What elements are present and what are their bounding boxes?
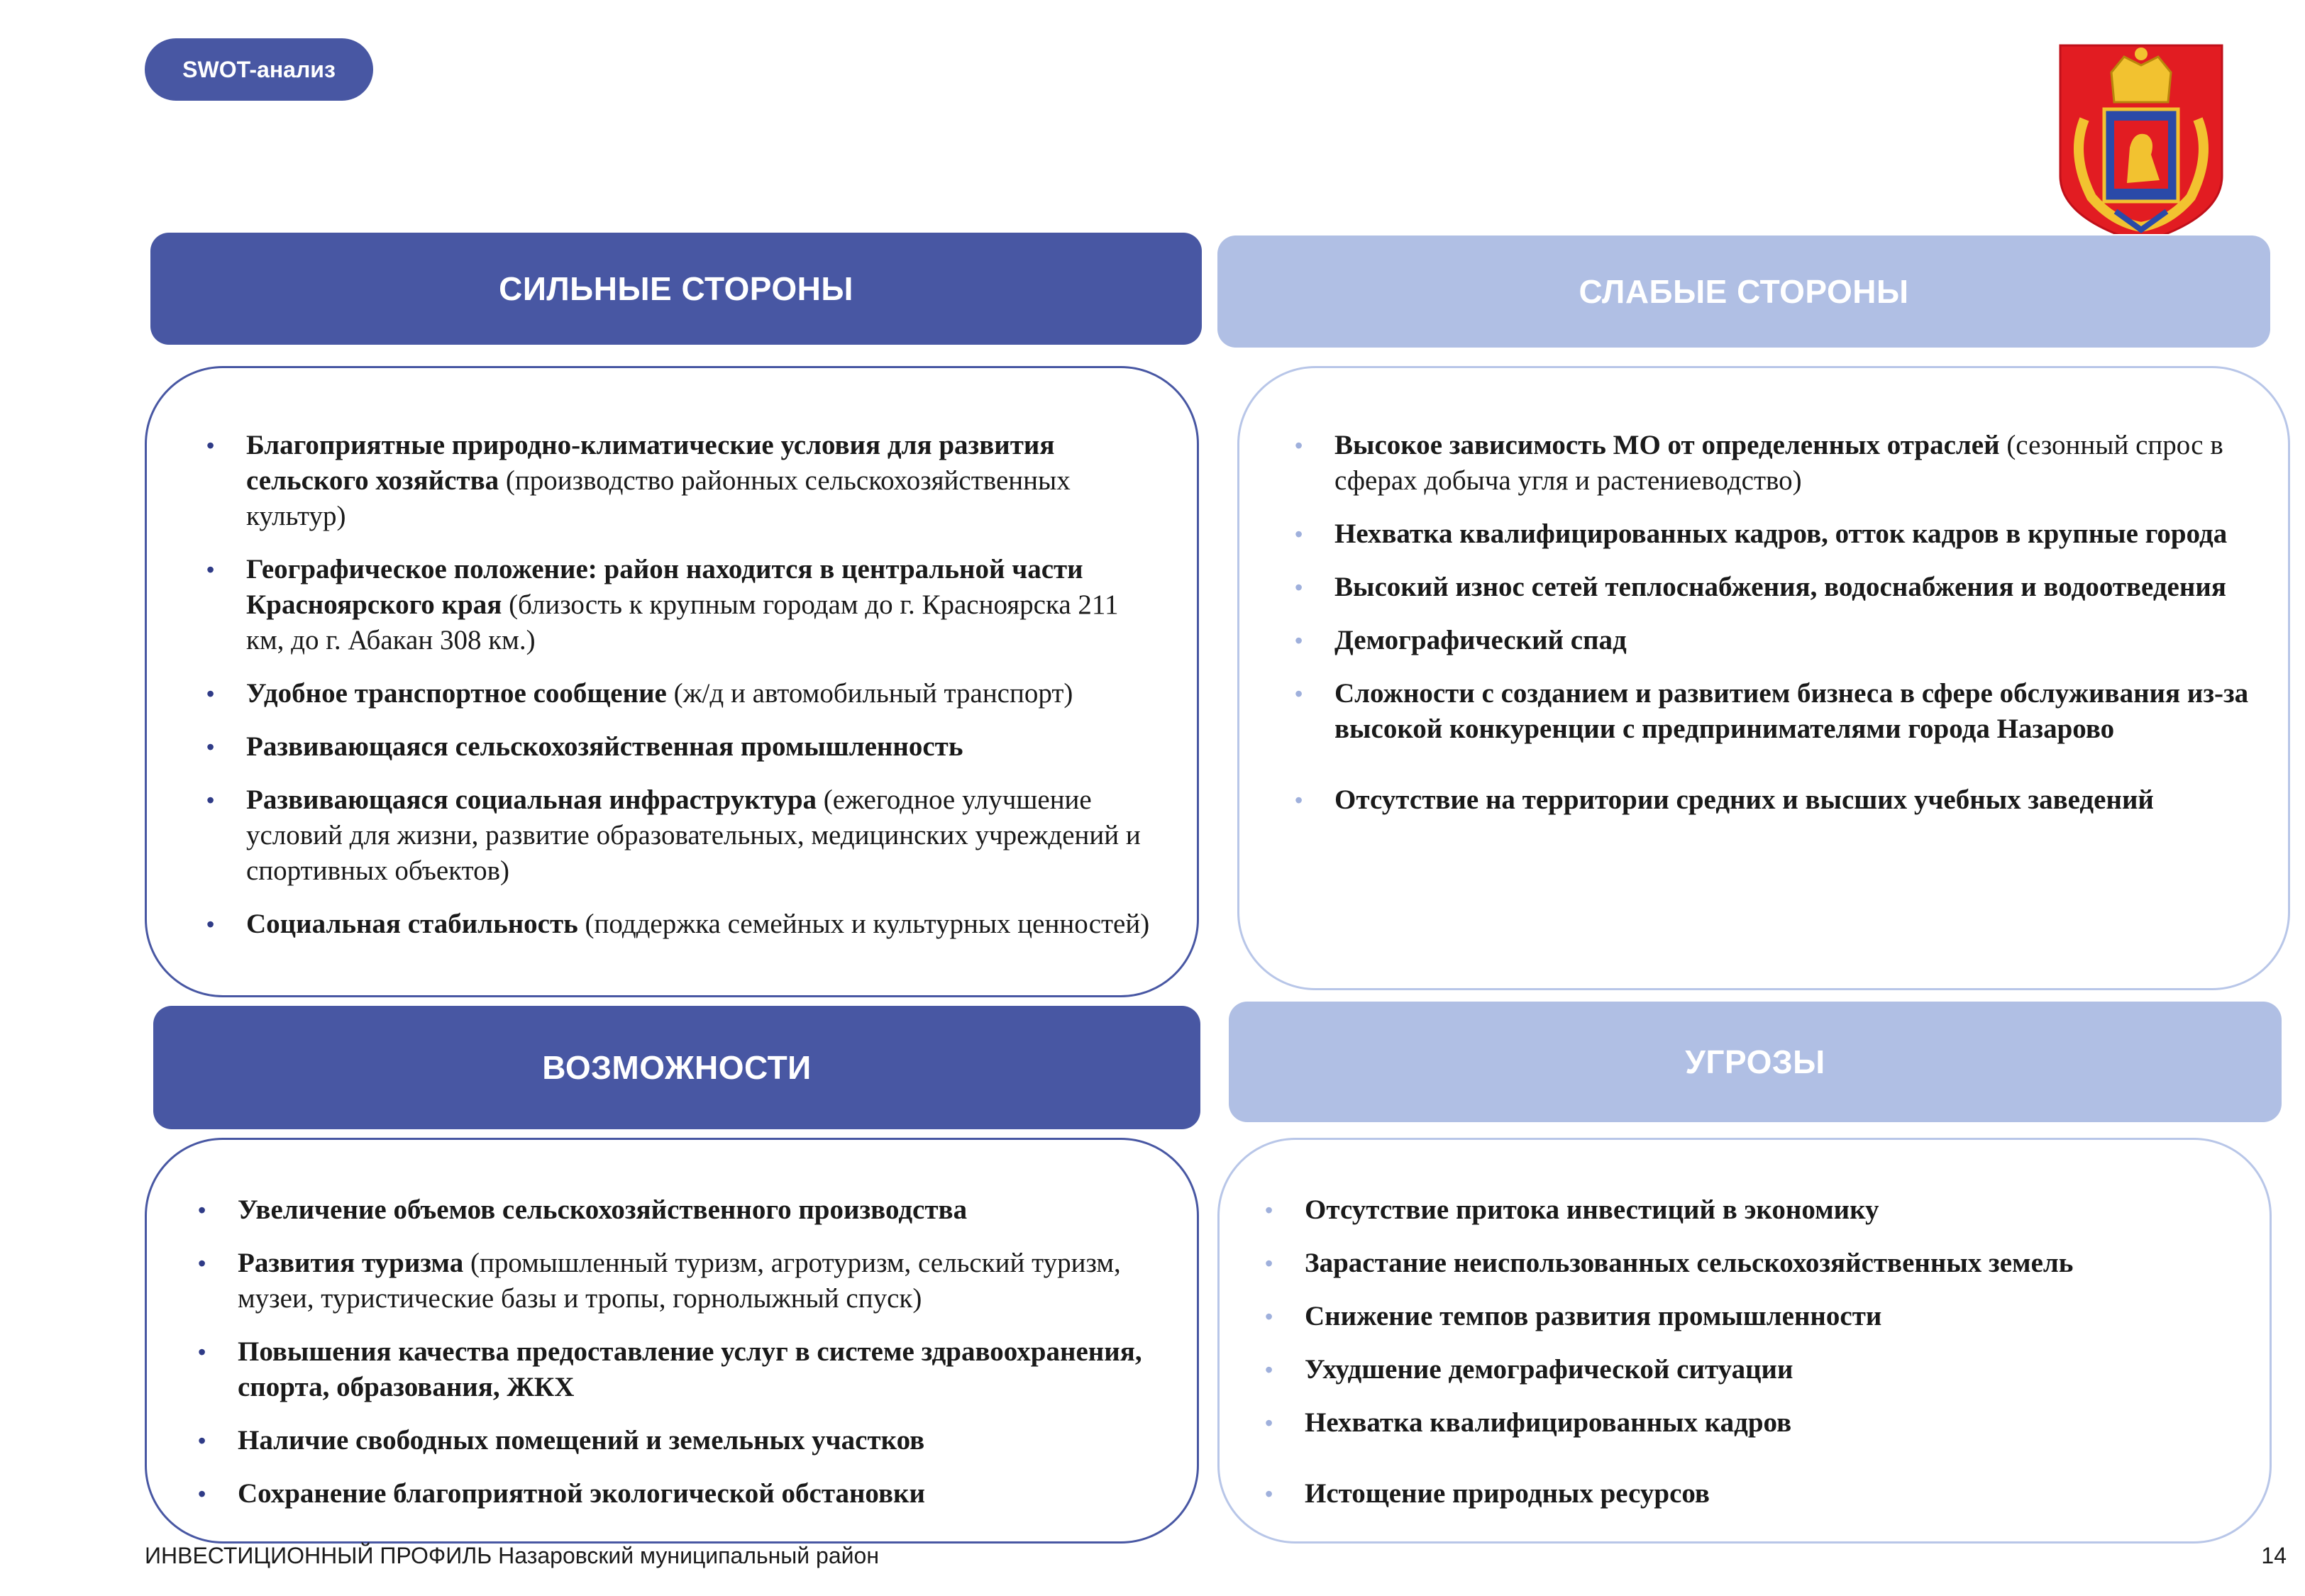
weaknesses-list — [1295, 428, 2274, 836]
bullet-icon: • — [1265, 1357, 1273, 1382]
opportunities-list — [198, 1192, 1163, 1529]
strengths-list — [206, 428, 1157, 960]
list-item: • Географическое положение: район находится в центральной части Красноярского края (близость к крупным городам до г. Красноярска 211 км, до г. Абакан 308 км.) — [206, 552, 1157, 658]
list-item: • Сохранение благоприятной экологической обстановки — [198, 1476, 1163, 1512]
list-item: • Повышения качества предоставление услуг в системе здравоохранения, спорта, образования, ЖКХ — [198, 1334, 1163, 1405]
bullet-icon: • — [1265, 1304, 1273, 1329]
strengths-panel — [145, 366, 1199, 997]
opportunities-panel — [145, 1138, 1199, 1544]
bullet-icon: • — [198, 1481, 206, 1507]
bullet-icon: • — [1265, 1410, 1273, 1436]
list-item: • Отсутствие на территории средних и высших учебных заведений — [1295, 782, 2274, 818]
bullet-icon: • — [198, 1428, 206, 1453]
bullet-icon: • — [198, 1197, 206, 1223]
list-item: • Наличие свободных помещений и земельных участков — [198, 1423, 1163, 1458]
list-item: • Демографический спад — [1295, 623, 2274, 658]
list-item: • Развития туризма (промышленный туризм, агротуризм, сельский туризм, музеи, туристические базы и тропы, горнолыжный спуск) — [198, 1246, 1163, 1317]
footer-title: ИНВЕСТИЦИОННЫЙ ПРОФИЛЬ Назаровский муниципальный район — [145, 1543, 879, 1568]
bullet-icon: • — [206, 787, 215, 813]
list-item: • Увеличение объемов сельскохозяйственного производства — [198, 1192, 1163, 1228]
list-item: • Развивающаяся сельскохозяйственная промышленность — [206, 729, 1157, 765]
list-item: • Отсутствие притока инвестиций в экономику — [1265, 1192, 2244, 1228]
bullet-icon: • — [1295, 433, 1303, 458]
weaknesses-panel — [1237, 366, 2290, 990]
list-item: • Снижение темпов развития промышленности — [1265, 1299, 2244, 1334]
bullet-icon: • — [1295, 575, 1303, 600]
section-tag: SWOT-анализ — [145, 38, 373, 101]
bullet-icon: • — [1265, 1197, 1273, 1223]
list-item: • Сложности с созданием и развитием бизнеса в сфере обслуживания из-за высокой конкуренции с предпринимателями города Назарово — [1295, 676, 2274, 747]
list-item: • Социальная стабильность (поддержка семейных и культурных ценностей) — [206, 907, 1157, 942]
list-item: • Ухудшение демографической ситуации — [1265, 1352, 2244, 1387]
list-item: • Развивающаяся социальная инфраструктура (ежегодное улучшение условий для жизни, развитие образовательных, медицинских учреждений и спортивных объектов) — [206, 782, 1157, 889]
bullet-icon: • — [198, 1251, 206, 1276]
threats-list — [1265, 1192, 2244, 1529]
list-item: • Зарастание неиспользованных сельскохозяйственных земель — [1265, 1246, 2244, 1281]
page-number: 14 — [2261, 1543, 2287, 1568]
coat-of-arms-icon — [2056, 41, 2226, 247]
bullet-icon: • — [1265, 1481, 1273, 1507]
list-item: • Удобное транспортное сообщение (ж/д и автомобильный транспорт) — [206, 676, 1157, 711]
list-item: • Истощение природных ресурсов — [1265, 1476, 2244, 1512]
list-item: • Нехватка квалифицированных кадров, отток кадров в крупные города — [1295, 516, 2274, 552]
bullet-icon: • — [1295, 787, 1303, 813]
threats-panel — [1217, 1138, 2272, 1544]
strengths-header: СИЛЬНЫЕ СТОРОНЫ — [150, 233, 1202, 345]
bullet-icon: • — [206, 734, 215, 760]
bullet-icon: • — [1265, 1251, 1273, 1276]
list-item: • Высокий износ сетей теплоснабжения, водоснабжения и водоотведения — [1295, 570, 2274, 605]
bullet-icon: • — [1295, 681, 1303, 706]
bullet-icon: • — [206, 433, 215, 458]
bullet-icon: • — [1295, 628, 1303, 653]
bullet-icon: • — [206, 557, 215, 582]
list-item: • Нехватка квалифицированных кадров — [1265, 1405, 2244, 1441]
weaknesses-header: СЛАБЫЕ СТОРОНЫ — [1217, 235, 2270, 348]
bullet-icon: • — [198, 1339, 206, 1365]
threats-header: УГРОЗЫ — [1229, 1002, 2282, 1122]
bullet-icon: • — [1295, 521, 1303, 547]
bullet-icon: • — [206, 911, 215, 937]
list-item: • Благоприятные природно-климатические условия для развития сельского хозяйства (производство районных сельскохозяйственных культур) — [206, 428, 1157, 534]
bullet-icon: • — [206, 681, 215, 706]
list-item: • Высокое зависимость МО от определенных отраслей (сезонный спрос в сферах добыча угля и растениеводство) — [1295, 428, 2274, 499]
opportunities-header: ВОЗМОЖНОСТИ — [153, 1006, 1200, 1129]
